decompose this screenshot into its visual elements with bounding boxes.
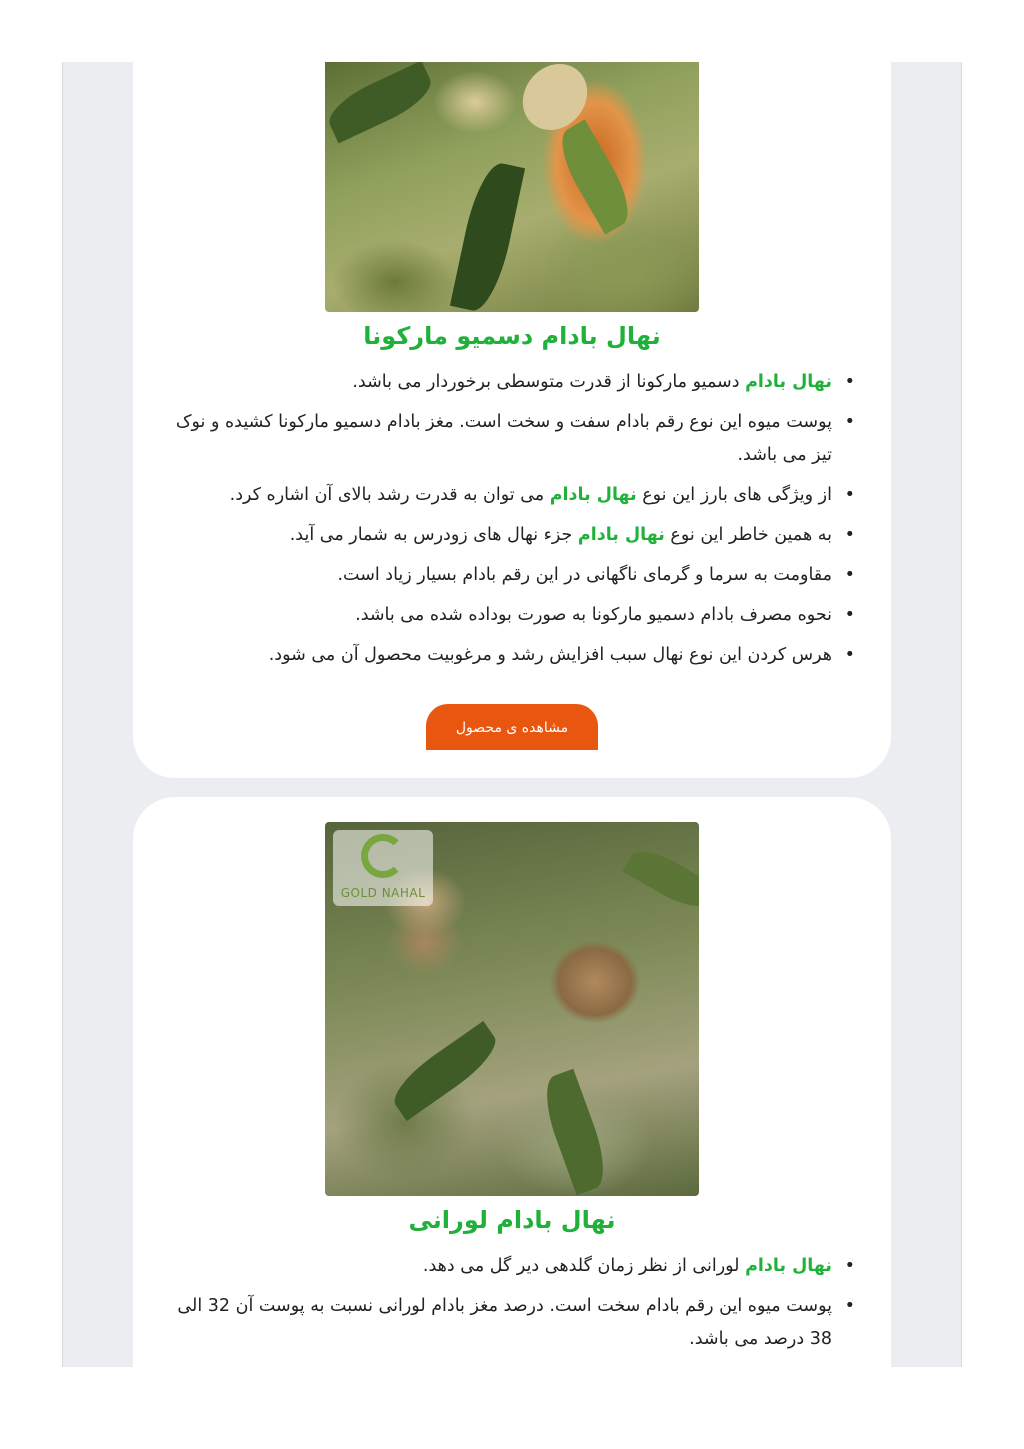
- feature-item: [161, 639, 861, 672]
- feature-text: جزء نهال های زودرس به شمار می آید.: [289, 525, 578, 545]
- feature-item: [161, 1290, 861, 1356]
- product-title: نهال بادام لورانی: [408, 1206, 616, 1234]
- feature-text: از ویژگی های بارز این نوع: [636, 485, 832, 505]
- leaf-shape: [450, 159, 525, 312]
- product-card-lorani: [133, 797, 891, 1449]
- highlight-link[interactable]: نهال بادام: [577, 525, 665, 545]
- feature-text: لورانی از نظر زمان گلدهی دیر گل می دهد.: [422, 1256, 746, 1276]
- feature-item: [161, 366, 861, 399]
- feature-item: [161, 559, 861, 592]
- product-title: نهال بادام دسمیو مارکونا: [363, 322, 661, 350]
- feature-text: مقاومت به سرما و گرمای ناگهانی در این رقم بادام بسیار زیاد است.: [337, 565, 832, 585]
- feature-text: دسمیو مارکونا از قدرت متوسطی برخوردار می باشد.: [352, 372, 746, 392]
- feature-item: [161, 406, 861, 472]
- highlight-link[interactable]: نهال بادام: [745, 372, 832, 392]
- feature-text: به همین خاطر این نوع: [664, 525, 832, 545]
- feature-text: پوست میوه این نوع رقم بادام سفت و سخت است. مغز بادام دسمیو مارکونا کشیده و نوک تیز می باشد.: [175, 412, 832, 465]
- leaf-shape: [325, 62, 438, 143]
- feature-text: پوست میوه این رقم بادام سخت است. درصد مغز بادام لورانی نسبت به پوست آن 32 الی 38 درصد می باشد.: [177, 1296, 832, 1349]
- feature-item: [161, 519, 861, 552]
- almond-marcona-image: [325, 62, 699, 312]
- leaf-shape: [623, 842, 699, 916]
- almond-lorani-image: [325, 822, 699, 1196]
- feature-item: [161, 1250, 861, 1283]
- highlight-link[interactable]: نهال بادام: [745, 1256, 832, 1276]
- view-product-button[interactable]: مشاهده ی محصول: [426, 704, 598, 750]
- feature-list: [161, 366, 861, 679]
- highlight-link[interactable]: نهال بادام: [549, 485, 637, 505]
- feature-text: می توان به قدرت رشد بالای آن اشاره کرد.: [229, 485, 550, 505]
- gold-nahal-logo: [333, 830, 433, 906]
- feature-list: [161, 1250, 861, 1363]
- product-card-marcona: [133, 0, 891, 778]
- feature-text: هرس کردن این نوع نهال سبب افزایش رشد و مرغوبیت محصول آن می شود.: [268, 645, 832, 665]
- leaf-shape: [385, 1021, 505, 1121]
- feature-item: [161, 479, 861, 512]
- logo-text: GOLD NAHAL: [340, 886, 426, 900]
- feature-item: [161, 599, 861, 632]
- leaf-shape: [536, 1069, 615, 1195]
- logo-g-icon: [361, 834, 405, 878]
- leaf-shape: [550, 119, 640, 234]
- feature-text: نحوه مصرف بادام دسمیو مارکونا به صورت بوداده شده می باشد.: [355, 605, 832, 625]
